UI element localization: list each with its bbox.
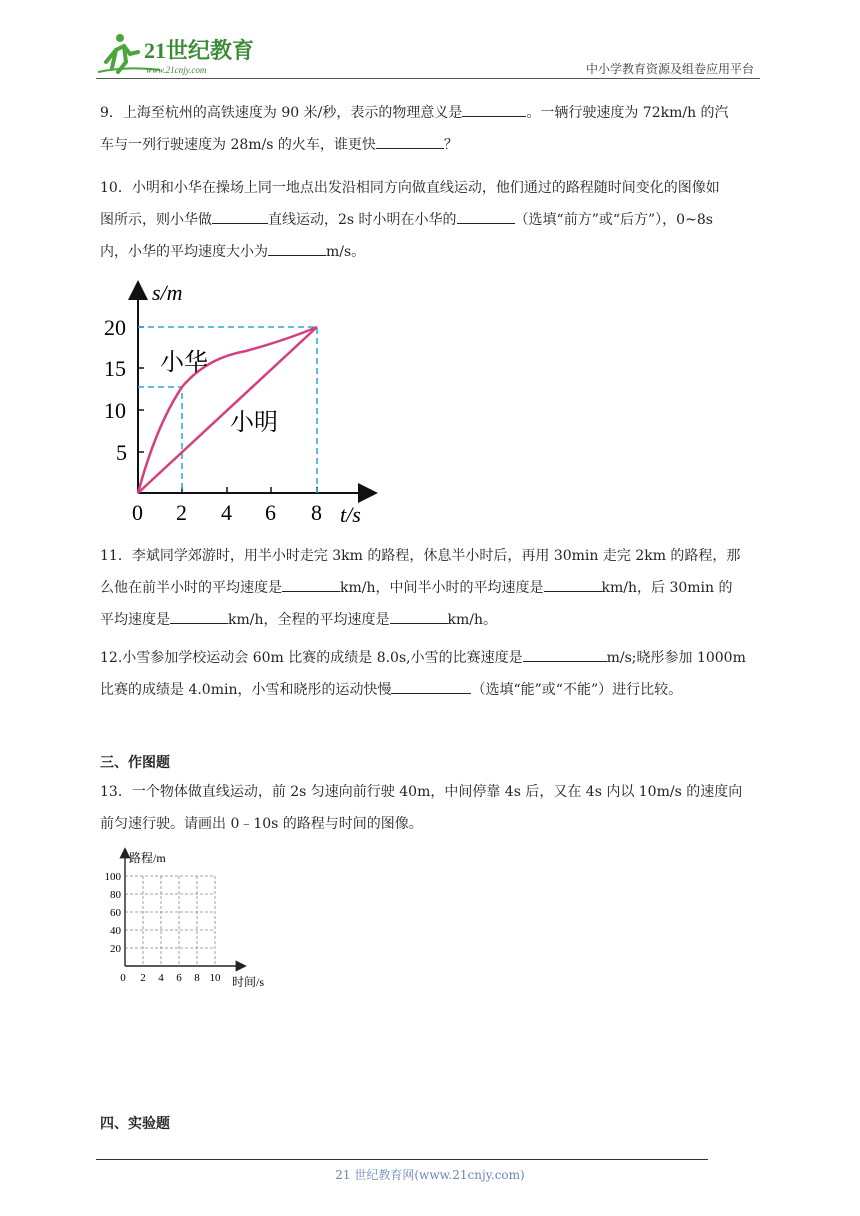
question-9 [100,97,764,161]
platform-name: 中小学教育资源及组卷应用平台 [585,62,754,76]
y-tick-label: 10 [104,398,126,423]
section-heading: 三、作图题 [100,755,170,771]
q9-text: 车与一列行驶速度为 28m/s 的火车，谁更快 [100,137,376,153]
x-tick-label: 0 [120,972,126,984]
header-divider [96,78,760,79]
q9-blank-2[interactable] [376,132,444,149]
blank-plot-grid [96,840,286,990]
y-axis-label: s/m [152,280,183,305]
q11-text: km/h。 [447,612,497,628]
x-axis-label: 时间/s [232,975,265,989]
y-tick-label: 100 [104,871,121,883]
x-tick-label: 6 [265,500,276,525]
q11-blank-1[interactable] [282,575,340,592]
x-tick-label: 4 [158,972,164,984]
q10-blank-3[interactable] [268,239,326,256]
q12-text: 比赛的成绩是 4.0min，小雪和晓彤的运动快慢 [100,682,392,698]
y-tick-label: 80 [110,889,121,901]
q11-text: km/h，中间半小时的平均速度是 [340,580,544,596]
q10-text: 10．小明和小华在操场上同一地点出发沿相同方向做直线运动，他们通过的路程随时间变化的图像如 [100,180,720,196]
q11-blank-2[interactable] [544,575,602,592]
x-tick-label: 8 [194,972,200,984]
y-tick-label: 40 [110,925,121,937]
section-heading: 四、实验题 [100,1116,170,1132]
q12-blank-2[interactable] [391,677,471,694]
question-13 [100,776,764,840]
q9-text: 9．上海至杭州的高铁速度为 90 米/秒，表示的物理意义是 [100,105,463,121]
logo-url: www.21cnjy.com [146,65,207,75]
site-logo [96,28,256,80]
x-tick-label: 8 [311,500,322,525]
q11-text: 么他在前半小时的平均速度是 [100,580,282,596]
question-10 [100,172,764,268]
q10-text: 直线运动，2s 时小明在小华的 [268,212,457,228]
distance-time-graph [96,276,386,536]
series-label-xiaohua: 小华 [160,350,208,376]
q11-text: 11．李斌同学郊游时，用半小时走完 3km 的路程，休息半小时后，再用 30min 走完 2km 的路程，那 [100,548,741,564]
q10-blank-1[interactable] [212,207,268,224]
q10-text: 图所示，则小华做 [100,212,212,228]
x-axis-label: t/s [340,502,361,527]
q13-text: 前匀速行驶。请画出 0﹣10s 的路程与时间的图像。 [100,816,423,832]
q11-blank-4[interactable] [390,607,448,624]
y-tick-label: 15 [104,356,126,381]
q10-text: 内，小华的平均速度大小为 [100,244,268,260]
q12-blank-1[interactable] [523,645,607,662]
q12-text: （选填“能”或“不能”）进行比较。 [471,682,683,698]
q9-text: ？ [443,137,458,153]
q11-text: 平均速度是 [100,612,170,628]
x-tick-label: 4 [221,500,232,525]
question-11 [100,540,764,636]
logo-text: 21世纪教育 [144,38,255,63]
q12-text: m/s;晓彤参加 1000m [606,650,746,666]
q10-text: m/s。 [326,244,366,260]
q11-text: km/h，后 30min 的 [601,580,733,596]
page-footer[interactable]: 21 世纪教育网(www.21cnjy.com) [335,1168,525,1182]
footer-divider [96,1159,708,1160]
x-tick-label: 10 [209,972,221,984]
q10-text: （选填“前方”或“后方”），0~8s [514,212,713,228]
y-tick-label: 5 [116,440,127,465]
q12-text: 12.小雪参加学校运动会 60m 比赛的成绩是 8.0s,小雪的比赛速度是 [100,650,523,666]
y-tick-label: 20 [104,315,126,340]
q10-blank-2[interactable] [457,207,515,224]
x-tick-label: 2 [176,500,187,525]
question-12 [100,642,764,706]
q13-text: 13．一个物体做直线运动，前 2s 匀速向前行驶 40m，中间停靠 4s 后，又在 4s 内以 10m/s 的速度向 [100,784,743,800]
y-tick-label: 20 [110,943,121,955]
series-label-xiaoming: 小明 [230,410,278,436]
q9-text: 。一辆行驶速度为 72km/h 的汽 [526,105,729,121]
page-header [96,28,760,80]
q11-blank-3[interactable] [170,607,228,624]
grid-lines [125,876,215,966]
y-tick-label: 60 [110,907,121,919]
q9-blank-1[interactable] [462,100,526,117]
x-tick-label: 6 [176,972,182,984]
q11-text: km/h，全程的平均速度是 [228,612,390,628]
x-tick-label: 2 [140,972,146,984]
y-axis-label: 路程/m [129,851,166,865]
x-tick-label: 0 [132,500,143,525]
